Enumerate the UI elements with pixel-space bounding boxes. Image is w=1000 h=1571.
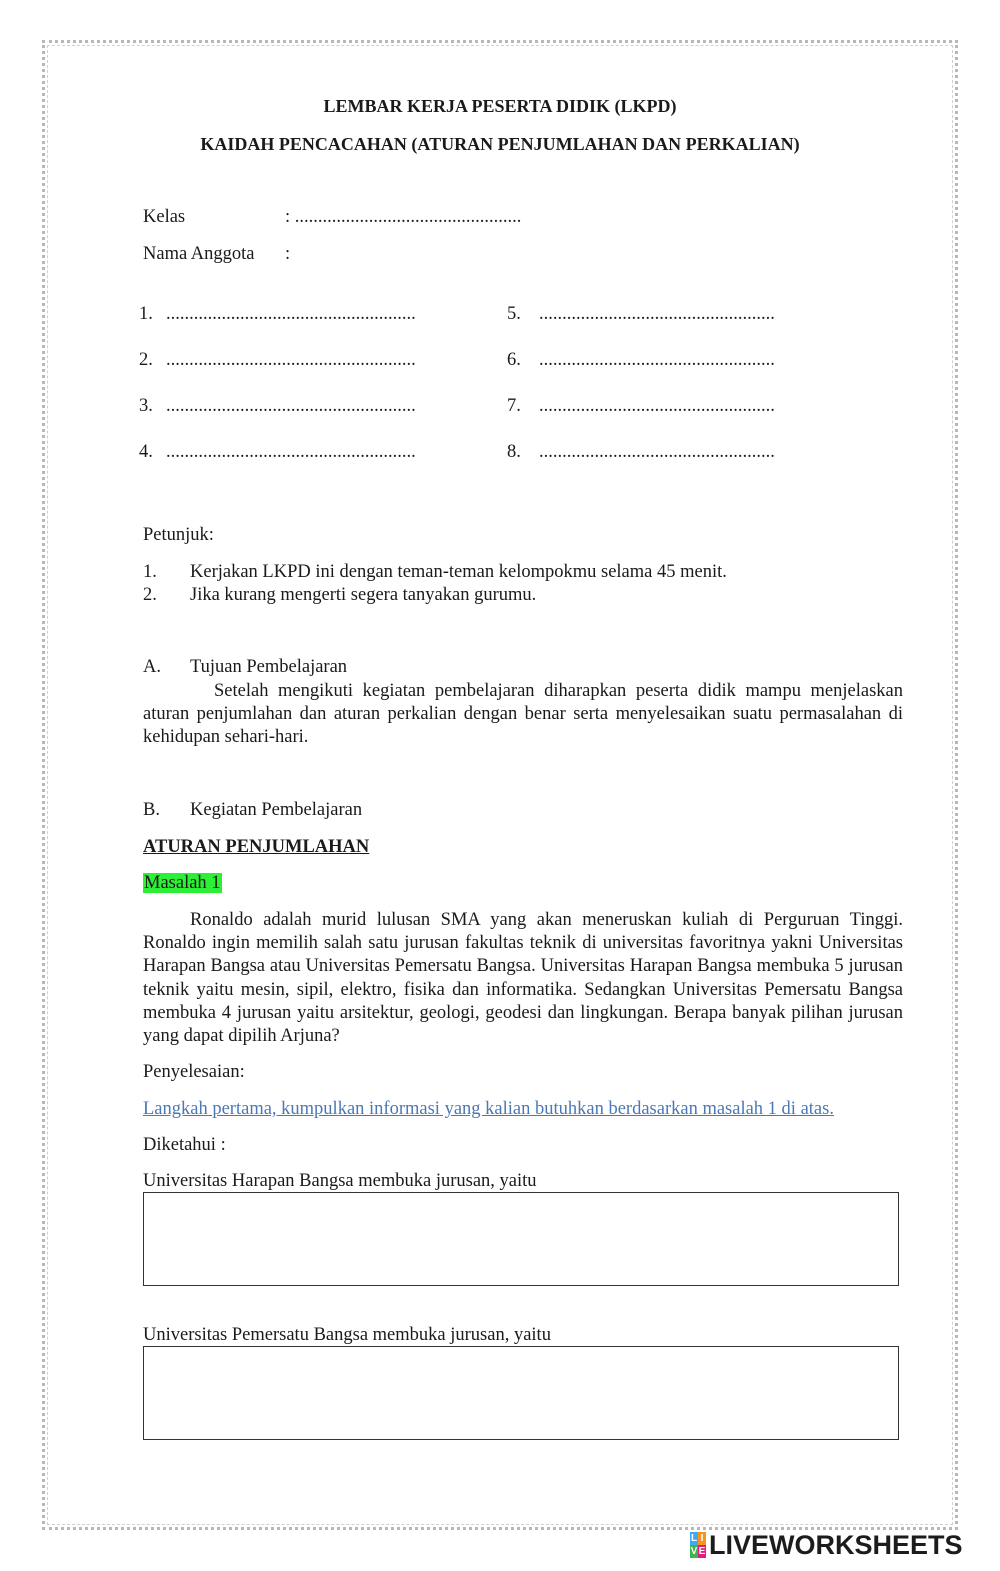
problem-label <box>143 872 222 895</box>
logo-mark-letter: V <box>690 1546 698 1557</box>
section-b-heading: Kegiatan Pembelajaran <box>190 800 363 820</box>
member-field[interactable]: ................................................... <box>539 442 775 462</box>
uhb-prompt: Universitas Harapan Bangsa membuka jurusan, yaitu <box>143 1171 537 1191</box>
member-field[interactable]: ...................................................... <box>166 350 416 370</box>
member-number: 6. <box>507 350 521 370</box>
known-label: Diketahui : <box>143 1135 226 1155</box>
section-a-body <box>143 680 903 750</box>
liveworksheets-logo-icon <box>690 1532 706 1558</box>
uhb-answer-box[interactable] <box>143 1192 899 1286</box>
member-number: 2. <box>139 350 153 370</box>
step-one-instruction: Langkah pertama, kumpulkan informasi yang kalian butuhkan berdasarkan masalah 1 di atas. <box>143 1099 834 1119</box>
kelas-field[interactable]: : ................................................. <box>285 207 522 227</box>
upb-prompt: Universitas Pemersatu Bangsa membuka jurusan, yaitu <box>143 1325 551 1345</box>
member-number: 3. <box>139 396 153 416</box>
liveworksheets-brand-name: LIVEWORKSHEETS <box>709 1529 963 1560</box>
problem-text: Ronaldo adalah murid lulusan SMA yang akan meneruskan kuliah di Perguruan Tinggi. Ronaldo ingin memilih salah satu jurusan fakultas teknik di universitas favoritnya yakni Universitas Harapan Bangsa atau Universitas Pemersatu Bangsa. Universitas Harapan Bangsa membuka 5 jurusan teknik yaitu mesin, sipil, elektro, fisika dan informatika. Sedangkan Universitas Pemersatu Bangsa membuka 4 jurusan yaitu arsitektur, geologi, geodesi dan lingkungan. Berapa banyak pilihan jurusan yang dapat dipilih Arjuna? <box>143 910 903 1047</box>
member-field[interactable]: ................................................... <box>539 396 775 416</box>
topic-heading: ATURAN PENJUMLAHAN <box>143 837 370 857</box>
problem-label-highlight: Masalah 1 <box>144 873 221 893</box>
learning-objective-text: Setelah mengikuti kegiatan pembelajaran diharapkan peserta didik mampu menjelaskan aturan penjumlahan dan aturan perkalian dengan benar serta menyelesaikan suatu permasalahan di kehidupan sehari-hari. <box>143 681 903 748</box>
member-field[interactable]: ................................................... <box>539 304 775 324</box>
member-number: 1. <box>139 304 153 324</box>
member-field[interactable]: ................................................... <box>539 350 775 370</box>
liveworksheets-logo <box>690 1528 963 1562</box>
section-a-heading: Tujuan Pembelajaran <box>190 657 348 677</box>
member-number: 5. <box>507 304 521 324</box>
anggota-label: Nama Anggota <box>143 244 255 264</box>
worksheet-subtitle: KAIDAH PENCACAHAN (ATURAN PENJUMLAHAN DAN PERKALIAN) <box>200 134 800 154</box>
anggota-colon: : <box>285 244 291 264</box>
member-number: 7. <box>507 396 521 416</box>
member-number: 8. <box>507 442 521 462</box>
member-field[interactable]: ...................................................... <box>166 442 416 462</box>
logo-mark-letter: L <box>690 1533 698 1544</box>
section-b-letter: B. <box>143 800 160 820</box>
instruction-number: 1. <box>143 562 157 582</box>
instruction-text: Jika kurang mengerti segera tanyakan gurumu. <box>190 585 537 605</box>
kelas-label: Kelas <box>143 207 186 227</box>
member-field[interactable]: ...................................................... <box>166 396 416 416</box>
instruction-text: Kerjakan LKPD ini dengan teman-teman kelompokmu selama 45 menit. <box>190 562 727 582</box>
instructions-heading: Petunjuk: <box>143 525 214 545</box>
solution-label: Penyelesaian: <box>143 1062 245 1082</box>
instruction-number: 2. <box>143 585 157 605</box>
logo-mark-letter: I <box>698 1532 706 1545</box>
problem-body <box>143 909 903 1048</box>
upb-answer-box[interactable] <box>143 1346 899 1440</box>
logo-mark-letter: E <box>698 1546 706 1557</box>
section-a-letter: A. <box>143 657 161 677</box>
member-number: 4. <box>139 442 153 462</box>
worksheet-title: LEMBAR KERJA PESERTA DIDIK (LKPD) <box>323 96 677 116</box>
member-field[interactable]: ...................................................... <box>166 304 416 324</box>
